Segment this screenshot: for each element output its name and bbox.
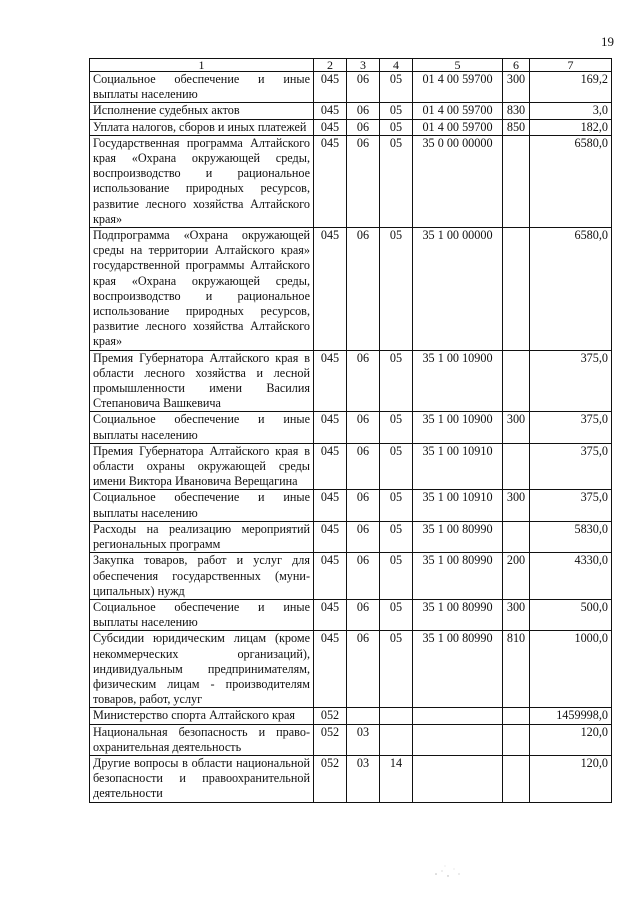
row-target-article-cell: 01 4 00 59700 bbox=[413, 72, 503, 103]
table-row bbox=[90, 553, 612, 600]
row-subsection-cell: 05 bbox=[380, 631, 413, 708]
row-subsection-cell: 05 bbox=[380, 135, 413, 227]
row-section-cell: 03 bbox=[347, 724, 380, 755]
row-expense-type-cell bbox=[503, 755, 530, 802]
table-row bbox=[90, 412, 612, 443]
row-target-article-cell: 35 1 00 10910 bbox=[413, 490, 503, 521]
row-name-cell: Закупка товаров, работ и услуг для обеспечения государственных (муниципальных) нужд bbox=[90, 553, 314, 600]
row-code-cell: 045 bbox=[314, 72, 347, 103]
table-row bbox=[90, 724, 612, 755]
row-code-cell: 052 bbox=[314, 755, 347, 802]
row-expense-type-cell: 300 bbox=[503, 599, 530, 630]
row-name-cell: Премия Губернатора Алтайского края в области лесного хозяйства и лесной промышленности имени Василия Степановича Вашкевича bbox=[90, 350, 314, 412]
row-amount-cell: 6580,0 bbox=[530, 135, 612, 227]
row-amount-cell: 500,0 bbox=[530, 599, 612, 630]
row-code-cell: 045 bbox=[314, 135, 347, 227]
row-amount-cell: 120,0 bbox=[530, 724, 612, 755]
row-section-cell: 06 bbox=[347, 521, 380, 552]
row-name-cell: Подпрограмма «Охрана окружающей среды на территории Алтайского края» государственной программы Алтайского края «Охрана окружающей среды, воспроизводство и рациональное использование природных ресурсов, развитие лесного хозяйства Алтайского края» bbox=[90, 228, 314, 351]
table-row bbox=[90, 103, 612, 119]
column-header: 4 bbox=[380, 59, 413, 72]
row-target-article-cell: 35 1 00 80990 bbox=[413, 631, 503, 708]
row-code-cell: 052 bbox=[314, 724, 347, 755]
row-section-cell: 06 bbox=[347, 631, 380, 708]
row-target-article-cell: 35 1 00 10900 bbox=[413, 350, 503, 412]
row-expense-type-cell: 300 bbox=[503, 490, 530, 521]
row-section-cell: 06 bbox=[347, 490, 380, 521]
row-subsection-cell bbox=[380, 724, 413, 755]
row-code-cell: 045 bbox=[314, 490, 347, 521]
row-subsection-cell: 05 bbox=[380, 490, 413, 521]
row-amount-cell: 120,0 bbox=[530, 755, 612, 802]
row-subsection-cell: 05 bbox=[380, 103, 413, 119]
column-header: 5 bbox=[413, 59, 503, 72]
budget-table bbox=[89, 58, 612, 803]
row-code-cell: 045 bbox=[314, 521, 347, 552]
row-section-cell: 06 bbox=[347, 599, 380, 630]
row-expense-type-cell bbox=[503, 708, 530, 724]
table-row bbox=[90, 443, 612, 490]
row-name-cell: Социальное обеспечение и иные выплаты населению bbox=[90, 72, 314, 103]
row-target-article-cell: 35 1 00 10900 bbox=[413, 412, 503, 443]
table-row bbox=[90, 631, 612, 708]
row-target-article-cell: 01 4 00 59700 bbox=[413, 119, 503, 135]
table-row bbox=[90, 708, 612, 724]
row-amount-cell: 375,0 bbox=[530, 443, 612, 490]
row-expense-type-cell bbox=[503, 521, 530, 552]
row-amount-cell: 4330,0 bbox=[530, 553, 612, 600]
table-row bbox=[90, 755, 612, 802]
row-expense-type-cell: 850 bbox=[503, 119, 530, 135]
row-code-cell: 045 bbox=[314, 228, 347, 351]
row-amount-cell: 182,0 bbox=[530, 119, 612, 135]
table-row bbox=[90, 350, 612, 412]
row-subsection-cell: 05 bbox=[380, 228, 413, 351]
row-amount-cell: 375,0 bbox=[530, 412, 612, 443]
column-header: 3 bbox=[347, 59, 380, 72]
row-subsection-cell: 05 bbox=[380, 72, 413, 103]
table-row bbox=[90, 599, 612, 630]
row-name-cell: Субсидии юридическим лицам (кроме некоммерческих организаций), индивидуальным предпринимателям, физическим лицам - производителям товаров, работ, услуг bbox=[90, 631, 314, 708]
row-target-article-cell bbox=[413, 755, 503, 802]
table-header-row bbox=[90, 59, 612, 72]
table-row bbox=[90, 521, 612, 552]
table-row bbox=[90, 72, 612, 103]
row-section-cell: 06 bbox=[347, 103, 380, 119]
row-amount-cell: 1000,0 bbox=[530, 631, 612, 708]
scan-speckle bbox=[428, 862, 468, 882]
row-section-cell: 06 bbox=[347, 350, 380, 412]
row-subsection-cell: 05 bbox=[380, 599, 413, 630]
row-amount-cell: 375,0 bbox=[530, 490, 612, 521]
row-amount-cell: 1459998,0 bbox=[530, 708, 612, 724]
row-name-cell: Расходы на реализацию мероприятий региональных программ bbox=[90, 521, 314, 552]
row-name-cell: Государственная программа Алтайского края «Охрана окружающей среды, воспроизводство и рациональное использование природных ресурсов, развитие лесного хозяйства Алтайского края» bbox=[90, 135, 314, 227]
row-name-cell: Премия Губернатора Алтайского края в области охраны окружающей среды имени Виктора Ивановича Верещагина bbox=[90, 443, 314, 490]
row-subsection-cell: 05 bbox=[380, 119, 413, 135]
row-code-cell: 052 bbox=[314, 708, 347, 724]
row-subsection-cell: 14 bbox=[380, 755, 413, 802]
column-header: 6 bbox=[503, 59, 530, 72]
row-expense-type-cell: 300 bbox=[503, 412, 530, 443]
row-subsection-cell bbox=[380, 708, 413, 724]
row-expense-type-cell bbox=[503, 228, 530, 351]
row-subsection-cell: 05 bbox=[380, 350, 413, 412]
row-subsection-cell: 05 bbox=[380, 521, 413, 552]
row-section-cell: 06 bbox=[347, 443, 380, 490]
row-name-cell: Социальное обеспечение и иные выплаты населению bbox=[90, 490, 314, 521]
row-expense-type-cell bbox=[503, 443, 530, 490]
row-target-article-cell: 35 1 00 80990 bbox=[413, 521, 503, 552]
row-code-cell: 045 bbox=[314, 119, 347, 135]
row-target-article-cell bbox=[413, 724, 503, 755]
row-section-cell: 06 bbox=[347, 119, 380, 135]
table-row bbox=[90, 490, 612, 521]
row-expense-type-cell: 200 bbox=[503, 553, 530, 600]
row-target-article-cell: 35 1 00 10910 bbox=[413, 443, 503, 490]
table-row bbox=[90, 119, 612, 135]
row-name-cell: Национальная безопасность и правоохранительная деятельность bbox=[90, 724, 314, 755]
row-section-cell: 03 bbox=[347, 755, 380, 802]
row-code-cell: 045 bbox=[314, 631, 347, 708]
row-target-article-cell: 35 1 00 80990 bbox=[413, 599, 503, 630]
row-name-cell: Другие вопросы в области национальной безопасности и правоохранительной деятельности bbox=[90, 755, 314, 802]
row-expense-type-cell bbox=[503, 724, 530, 755]
page-number: 19 bbox=[601, 34, 614, 49]
row-expense-type-cell: 810 bbox=[503, 631, 530, 708]
row-target-article-cell: 35 1 00 80990 bbox=[413, 553, 503, 600]
row-code-cell: 045 bbox=[314, 599, 347, 630]
row-name-cell: Уплата налогов, сборов и иных платежей bbox=[90, 119, 314, 135]
row-code-cell: 045 bbox=[314, 350, 347, 412]
row-target-article-cell bbox=[413, 708, 503, 724]
row-code-cell: 045 bbox=[314, 103, 347, 119]
row-amount-cell: 6580,0 bbox=[530, 228, 612, 351]
row-expense-type-cell bbox=[503, 350, 530, 412]
table-row bbox=[90, 135, 612, 227]
row-code-cell: 045 bbox=[314, 412, 347, 443]
row-amount-cell: 3,0 bbox=[530, 103, 612, 119]
row-section-cell: 06 bbox=[347, 553, 380, 600]
row-subsection-cell: 05 bbox=[380, 443, 413, 490]
row-code-cell: 045 bbox=[314, 553, 347, 600]
column-header: 1 bbox=[90, 59, 314, 72]
row-subsection-cell: 05 bbox=[380, 553, 413, 600]
row-name-cell: Министерство спорта Алтайского края bbox=[90, 708, 314, 724]
row-amount-cell: 375,0 bbox=[530, 350, 612, 412]
row-section-cell: 06 bbox=[347, 412, 380, 443]
row-subsection-cell: 05 bbox=[380, 412, 413, 443]
row-expense-type-cell bbox=[503, 135, 530, 227]
row-expense-type-cell: 830 bbox=[503, 103, 530, 119]
row-section-cell: 06 bbox=[347, 72, 380, 103]
row-section-cell: 06 bbox=[347, 228, 380, 351]
table-body bbox=[90, 72, 612, 803]
column-header: 2 bbox=[314, 59, 347, 72]
table-row bbox=[90, 228, 612, 351]
row-code-cell: 045 bbox=[314, 443, 347, 490]
row-target-article-cell: 35 0 00 00000 bbox=[413, 135, 503, 227]
column-header: 7 bbox=[530, 59, 612, 72]
row-name-cell: Исполнение судебных актов bbox=[90, 103, 314, 119]
row-expense-type-cell: 300 bbox=[503, 72, 530, 103]
row-amount-cell: 5830,0 bbox=[530, 521, 612, 552]
row-target-article-cell: 35 1 00 00000 bbox=[413, 228, 503, 351]
row-amount-cell: 169,2 bbox=[530, 72, 612, 103]
row-name-cell: Социальное обеспечение и иные выплаты населению bbox=[90, 599, 314, 630]
row-section-cell: 06 bbox=[347, 135, 380, 227]
row-section-cell bbox=[347, 708, 380, 724]
row-name-cell: Социальное обеспечение и иные выплаты населению bbox=[90, 412, 314, 443]
row-target-article-cell: 01 4 00 59700 bbox=[413, 103, 503, 119]
